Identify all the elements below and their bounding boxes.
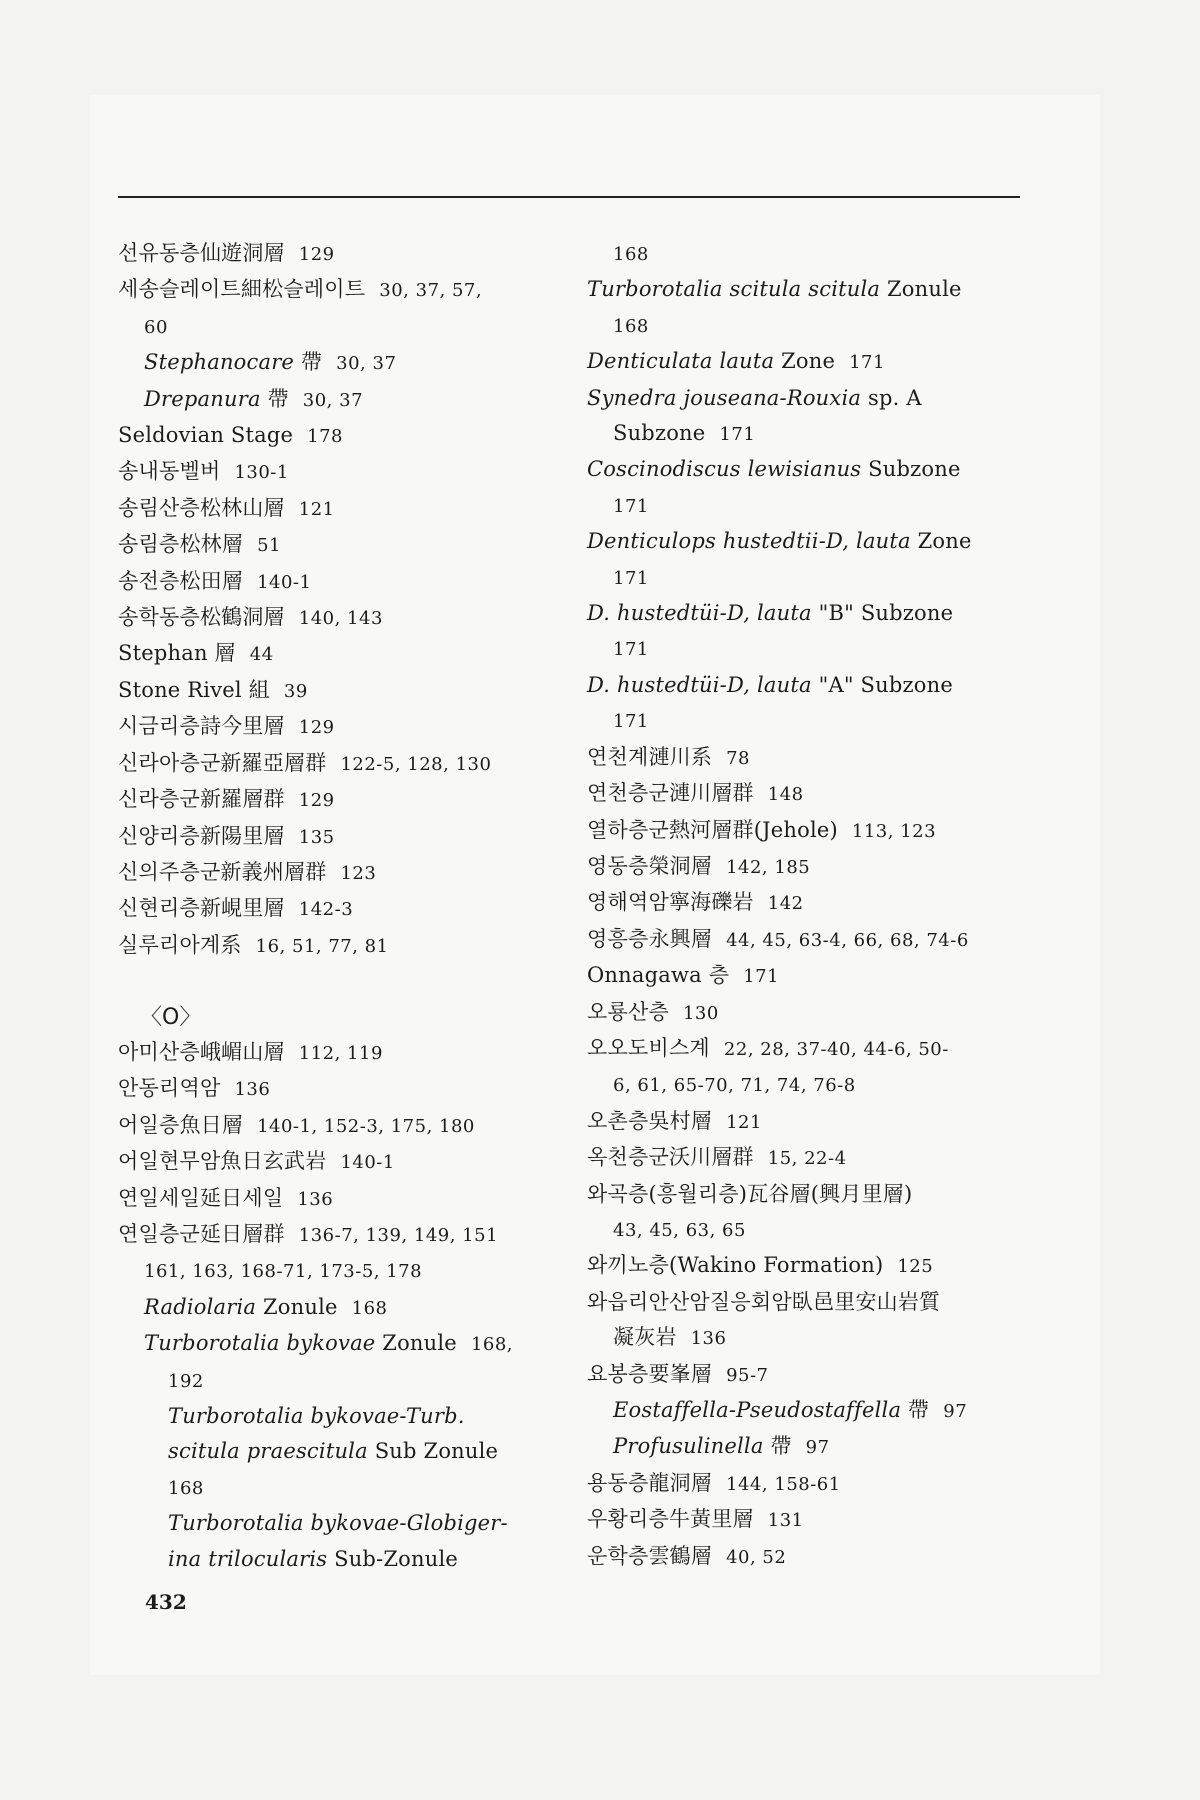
index-entry: [118, 1399, 573, 1434]
entry-term: Stone Rivel 組: [118, 677, 270, 702]
entry-term: 신현리층新峴里層: [118, 896, 285, 921]
index-entry: [118, 491, 573, 527]
entry-term: 오촌층吳村層: [587, 1108, 713, 1133]
entry-pages: 136: [690, 1328, 727, 1350]
entry-pages: 142-3: [298, 899, 354, 921]
entry-pages: 122-5, 128, 130: [340, 753, 492, 775]
entry-term: 안동리역암: [118, 1076, 221, 1101]
entry-pages: 97: [805, 1437, 830, 1459]
entry-term: 帶: [294, 350, 323, 375]
entry-pages: 43, 45, 63, 65: [613, 1219, 746, 1241]
entry-term: 영해역암寧海礫岩: [587, 890, 754, 915]
entry-taxon: Profusulinella: [613, 1434, 764, 1459]
index-entry: [587, 1357, 1027, 1393]
index-entry: [118, 309, 573, 345]
index-entry: [587, 922, 1027, 958]
entry-pages: 30, 37, 57,: [379, 280, 483, 302]
header-rule: [118, 196, 1020, 198]
entry-pages: 140-1: [340, 1152, 395, 1174]
entry-term: Zone: [774, 349, 836, 374]
entry-term: 운학층雲鶴層: [587, 1543, 713, 1568]
index-entry: [587, 1285, 1027, 1320]
index-entry: [118, 636, 573, 672]
entry-pages: 121: [298, 498, 335, 520]
entry-term: 연천층군漣川層群: [587, 781, 754, 806]
index-entry: [587, 308, 1027, 344]
entry-pages: 123: [340, 862, 377, 884]
index-entry: [118, 1434, 573, 1469]
entry-term: 송림산층松林山層: [118, 495, 285, 520]
entry-term: 실루리아계系: [118, 932, 242, 957]
index-entry: [587, 236, 1027, 272]
entry-term: 帶: [763, 1434, 792, 1459]
index-entry: [587, 1031, 1027, 1067]
entry-term: Sub-Zonule: [327, 1546, 459, 1571]
entry-pages: 22, 28, 37-40, 44-6, 50-: [723, 1038, 949, 1060]
entry-pages: 140-1, 152-3, 175, 180: [257, 1115, 475, 1137]
index-column-left: [118, 236, 573, 1577]
entry-term: 시금리층詩今里層: [118, 714, 285, 739]
index-entry: [118, 891, 573, 927]
index-entry: [587, 416, 1027, 452]
index-entry: [587, 272, 1027, 307]
index-entry: [118, 345, 573, 381]
entry-pages: 168,: [470, 1334, 514, 1356]
entry-pages: 140-1: [257, 571, 312, 593]
entry-term: sp. A: [861, 385, 922, 410]
entry-pages: 129: [298, 717, 335, 739]
index-entry: [118, 1326, 573, 1362]
index-entry: [587, 631, 1027, 667]
entry-pages: 171: [613, 567, 649, 589]
entry-pages: 112, 119: [298, 1042, 383, 1064]
entry-term: 와곡층(흥월리층)瓦谷層(興月里層): [587, 1181, 913, 1206]
entry-term: 우황리층牛黃里層: [587, 1507, 754, 1532]
index-entry: [587, 1539, 1027, 1575]
entry-taxon: Eostaffella-Pseudostaffella: [613, 1398, 902, 1422]
index-entry: [587, 885, 1027, 921]
entry-pages: 171: [613, 711, 649, 733]
entry-term: 선유동층仙遊洞層: [118, 241, 285, 265]
entry-taxon: Radiolaria: [144, 1294, 257, 1319]
entry-pages: 6, 61, 65-70, 71, 74, 76-8: [613, 1075, 856, 1097]
entry-taxon: ina trilocularis: [168, 1546, 328, 1571]
index-entry: [587, 995, 1027, 1031]
entry-term: 연일층군延日層群: [118, 1221, 285, 1246]
entry-pages: 144, 158-61: [726, 1473, 841, 1495]
entry-term: 아미산층峨嵋山層: [118, 1039, 285, 1064]
entry-term: 옥천층군沃川層群: [587, 1145, 754, 1170]
index-entry: [118, 1144, 573, 1180]
entry-term: 오룡산층: [587, 999, 669, 1024]
index-entry: [587, 344, 1027, 380]
entry-term: 와끼노층(Wakino Formation): [587, 1253, 884, 1278]
index-entry: [118, 382, 573, 418]
entry-pages: 78: [726, 747, 750, 769]
index-entry: [118, 1253, 573, 1289]
page-number: 432: [145, 1590, 187, 1614]
index-entry: [118, 819, 573, 855]
index-entry: [118, 1035, 573, 1071]
entry-term: 송내동벨버: [118, 459, 221, 484]
entry-term: 와읍리안산암질응회암臥邑里安山岩質: [587, 1289, 941, 1314]
index-entry: [118, 1217, 573, 1253]
entry-term: Zonule: [375, 1331, 457, 1356]
entry-pages: 44: [249, 644, 274, 666]
entry-pages: 161, 163, 168-71, 173-5, 178: [144, 1261, 423, 1283]
entry-pages: 130: [682, 1002, 719, 1024]
index-entry: [118, 928, 573, 964]
entry-term: 신양리층新陽里層: [118, 823, 285, 848]
spacer: [118, 964, 573, 999]
entry-pages: 60: [144, 316, 168, 338]
entry-pages: 171: [743, 966, 780, 988]
entry-taxon: Drepanura: [144, 386, 261, 411]
entry-term: Zonule: [256, 1294, 338, 1319]
entry-pages: 51: [257, 535, 281, 557]
index-entry: [587, 1393, 1027, 1429]
index-entry: [118, 1542, 573, 1577]
entry-pages: 95-7: [726, 1364, 769, 1386]
entry-pages: 121: [726, 1111, 762, 1133]
index-entry: [587, 668, 1027, 703]
index-entry: [587, 703, 1027, 739]
index-entry: [118, 418, 573, 454]
entry-term: 凝灰岩: [613, 1325, 677, 1350]
index-entry: [118, 527, 573, 563]
entry-taxon: Stephanocare: [144, 350, 295, 375]
index-entry: [118, 746, 573, 782]
entry-pages: 142, 185: [726, 856, 811, 878]
index-entry: [587, 1067, 1027, 1103]
index-entry: [587, 524, 1027, 559]
entry-term: 세송슬레이트細松슬레이트: [118, 277, 366, 302]
index-entry: [587, 849, 1027, 885]
entry-pages: 97: [943, 1401, 968, 1422]
entry-pages: 136: [297, 1188, 334, 1210]
entry-term: 요봉층要峯層: [587, 1361, 713, 1386]
index-entry: [118, 782, 573, 818]
entry-pages: 192: [168, 1370, 204, 1392]
entry-pages: 168: [168, 1477, 204, 1499]
entry-pages: 148: [767, 784, 804, 806]
entry-term: 신라아층군新羅亞層群: [118, 750, 327, 775]
index-entry: [587, 1320, 1027, 1356]
index-entry: [587, 1140, 1027, 1176]
entry-pages: 40, 52: [726, 1546, 787, 1568]
index-entry: [587, 1104, 1027, 1140]
entry-pages: 168: [613, 315, 649, 337]
index-entry: [587, 776, 1027, 812]
entry-term: 연일세일延日세일: [118, 1185, 284, 1210]
index-entry: [118, 564, 573, 600]
entry-pages: 171: [849, 352, 885, 374]
entry-term: 어일층魚日層: [118, 1112, 244, 1137]
index-entry: [118, 1181, 573, 1217]
entry-pages: 39: [283, 680, 308, 702]
index-entry: [587, 560, 1027, 596]
entry-term: 어일현무암魚日玄武岩: [118, 1149, 327, 1174]
index-entry: [118, 272, 573, 308]
index-entry: [587, 488, 1027, 524]
entry-term: "A" Subzone: [811, 672, 953, 697]
index-column-right: [587, 236, 1027, 1575]
index-entry: [587, 452, 1027, 487]
index-entry: [118, 1363, 573, 1399]
entry-pages: 140, 143: [298, 608, 383, 630]
entry-term: 신의주층군新義州層群: [118, 859, 327, 884]
entry-term: 열하층군熱河層群(Jehole): [587, 817, 838, 842]
entry-taxon: Denticulops hustedtii-D, lauta: [587, 529, 911, 554]
index-entry: [118, 1506, 573, 1541]
index-entry: [587, 1429, 1027, 1465]
entry-term: Subzone: [613, 421, 706, 446]
entry-pages: 178: [307, 426, 343, 448]
index-entry: [118, 709, 573, 745]
entry-pages: 113, 123: [851, 820, 937, 842]
entry-taxon: D. hustedtüi-D, lauta: [587, 601, 812, 626]
entry-taxon: scitula praescitula: [168, 1439, 368, 1464]
index-entry: [118, 454, 573, 490]
index-entry: [587, 596, 1027, 631]
entry-pages: 136: [234, 1079, 271, 1101]
index-entry: [587, 1502, 1027, 1538]
entry-term: "B" Subzone: [811, 601, 954, 626]
entry-term: 송전층松田層: [118, 568, 244, 593]
index-entry: [587, 958, 1027, 994]
entry-term: 송림층松林層: [118, 532, 244, 557]
entry-taxon: Coscinodiscus lewisianus: [587, 457, 862, 482]
entry-pages: 16, 51, 77, 81: [255, 935, 389, 957]
index-entry: [587, 740, 1027, 776]
index-entry: [118, 1290, 573, 1326]
entry-pages: 125: [897, 1256, 934, 1278]
index-entry: [118, 236, 573, 272]
index-entry: [118, 600, 573, 636]
index-entry: [587, 1177, 1027, 1212]
index-entry: [118, 855, 573, 891]
entry-term: 영흥층永興層: [587, 926, 713, 951]
entry-term: 帶: [260, 386, 289, 411]
entry-taxon: Turborotalia bykovae-Globiger-: [168, 1511, 508, 1536]
index-entry: [118, 1071, 573, 1107]
index-entry: [587, 1466, 1027, 1502]
index-entry: [587, 1248, 1027, 1284]
entry-pages: 44, 45, 63-4, 66, 68, 74-6: [726, 929, 969, 951]
entry-pages: 30, 37: [336, 353, 397, 375]
section-heading: 〈O〉: [140, 1004, 202, 1030]
index-entry: [118, 1470, 573, 1506]
entry-pages: 130-1: [234, 462, 289, 484]
entry-term: Zonule: [880, 277, 962, 302]
entry-taxon: Synedra jouseana-Rouxia: [587, 385, 862, 410]
entry-pages: 136-7, 139, 149, 151: [298, 1224, 499, 1246]
entry-term: 송학동층松鶴洞層: [118, 605, 285, 630]
index-entry: [587, 381, 1027, 416]
entry-pages: 129: [298, 790, 335, 812]
entry-term: 帶: [901, 1398, 930, 1422]
entry-term: 오오도비스계: [587, 1035, 710, 1060]
index-entry: [118, 673, 573, 709]
entry-pages: 15, 22-4: [767, 1148, 847, 1170]
entry-pages: 129: [298, 244, 335, 265]
entry-term: 용동층龍洞層: [587, 1470, 713, 1495]
entry-term: 연천계漣川系: [587, 744, 713, 769]
entry-taxon: Denticulata lauta: [587, 349, 775, 374]
entry-taxon: Turborotalia scitula scitula: [587, 277, 881, 302]
entry-taxon: Turborotalia bykovae-Turb.: [168, 1403, 465, 1428]
entry-pages: 168: [351, 1297, 388, 1319]
entry-pages: 131: [767, 1510, 804, 1532]
index-entry: [587, 813, 1027, 849]
entry-taxon: D. hustedtüi-D, lauta: [587, 672, 812, 697]
entry-term: Onnagawa 층: [587, 963, 730, 988]
entry-pages: 142: [767, 893, 804, 915]
entry-pages: 171: [613, 495, 649, 517]
entry-term: Stephan 層: [118, 641, 236, 666]
entry-pages: 171: [719, 424, 756, 446]
entry-pages: 135: [298, 826, 335, 848]
entry-term: 영동층榮洞層: [587, 853, 713, 878]
entry-term: Subzone: [861, 457, 961, 482]
entry-pages: 171: [613, 639, 649, 661]
entry-pages: 168: [613, 244, 649, 265]
entry-term: Zone: [910, 529, 972, 554]
entry-term: Sub Zonule: [367, 1439, 499, 1464]
entry-taxon: Turborotalia bykovae: [144, 1331, 376, 1356]
index-entry: [118, 1108, 573, 1144]
entry-pages: 30, 37: [302, 389, 364, 411]
index-entry: [587, 1212, 1027, 1248]
entry-term: 신라층군新羅層群: [118, 787, 285, 812]
entry-term: Seldovian Stage: [118, 423, 294, 448]
